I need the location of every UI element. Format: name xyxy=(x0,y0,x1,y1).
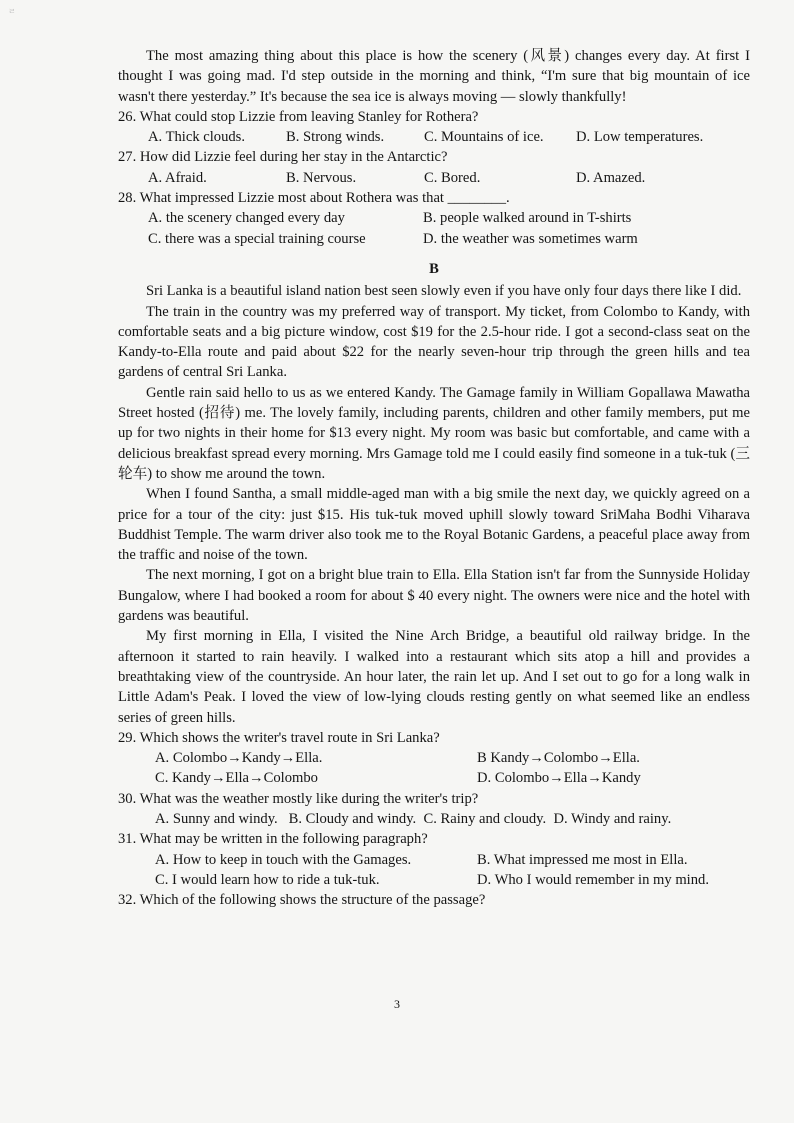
question-29 xyxy=(118,728,750,789)
question-30-options: A. Sunny and windy. B. Cloudy and windy. C. Rainy and cloudy. D. Windy and rainy. xyxy=(155,810,672,827)
question-27 xyxy=(118,147,750,188)
question-27-option-a: A. Afraid. xyxy=(148,169,207,186)
question-30-stem: 30. What was the weather mostly like during the writer's trip? xyxy=(118,790,479,807)
question-28 xyxy=(118,188,750,249)
question-28-stem: 28. What impressed Lizzie most about Rothera was that ________. xyxy=(118,190,510,207)
question-31 xyxy=(118,829,750,890)
question-28-option-c: C. there was a special training course xyxy=(148,230,366,247)
passage-b-paragraph-3: Gentle rain said hello to us as we entered Kandy. The Gamage family in William Gopallawa Mawatha Street hosted (招待) me. The lovely family, including parents, children and other family members, put me up for two nights in their home for $13 every night. My room was basic but comfortable, and came with a delicious breakfast spread every morning. Mrs Gamage told me I could easily find someone in a tuk-tuk (三轮车) to show me around the town. xyxy=(118,384,750,482)
question-26-option-a: A. Thick clouds. xyxy=(148,129,246,146)
corner-mark: ㄹ xyxy=(8,7,16,16)
question-27-option-c: C. Bored. xyxy=(424,169,481,186)
exam-page xyxy=(118,46,750,910)
question-31-stem: 31. What may be written in the following paragraph? xyxy=(118,831,428,848)
question-27-option-d: D. Amazed. xyxy=(576,169,646,186)
question-31-option-a: A. How to keep in touch with the Gamages. xyxy=(155,851,412,868)
passage-a-paragraph: The most amazing thing about this place is how the scenery (风景) changes every day. At first I thought I was going mad. I'd step outside in the morning and think, “I'm sure that big mountain of ice wasn't there yesterday.” It's because the sea ice is always moving — slowly thankfully! xyxy=(118,48,750,105)
passage-b-paragraph-5: The next morning, I got on a bright blue train to Ella. Ella Station isn't far from the Sunnyside Holiday Bungalow, where I had booked a room for about $ 40 every night. The owners were nice and the hotel with gardens was beautiful. xyxy=(118,567,750,625)
question-28-option-b: B. people walked around in T-shirts xyxy=(423,210,632,227)
section-b-heading: B xyxy=(429,260,439,277)
question-29-option-d: D. Colombo→Ella→Kandy xyxy=(477,770,641,787)
question-26-stem: 26. What could stop Lizzie from leaving Stanley for Rothera? xyxy=(118,108,479,125)
question-31-option-d: D. Who I would remember in my mind. xyxy=(477,871,709,888)
passage-b-paragraph-4: When I found Santha, a small middle-aged man with a big smile the next day, we quickly agreed on a price for a tour of the city: just $15. His tuk-tuk moved uphill slowly toward SriMaha Bodhi Viharava Buddhist Temple. The warm driver also took me to the Royal Botanic Gardens, a peaceful place away from the traffic and noise of the town. xyxy=(118,486,750,564)
question-27-stem: 27. How did Lizzie feel during her stay in the Antarctic? xyxy=(118,149,448,166)
passage-b-paragraph-1: Sri Lanka is a beautiful island nation best seen slowly even if you have only four days there like I did. xyxy=(146,283,742,300)
question-32 xyxy=(118,890,750,910)
passage-b-paragraph-6: My first morning in Ella, I visited the Nine Arch Bridge, a beautiful old railway bridge. In the afternoon it started to rain heavily. I walked into a restaurant which sits atop a hill and provides a breathtaking view of the countryside. An hour later, the rain let up. And I set out to go for a long walk in Little Adam's Peak. I loved the view of low-lying clouds resting gently on what seemed like an endless series of green hills. xyxy=(118,628,750,726)
question-29-stem: 29. Which shows the writer's travel route in Sri Lanka? xyxy=(118,729,440,746)
question-26 xyxy=(118,107,750,148)
question-31-option-c: C. I would learn how to ride a tuk-tuk. xyxy=(155,871,380,888)
question-27-option-b: B. Nervous. xyxy=(286,169,357,186)
question-29-option-b: B Kandy→Colombo→Ella. xyxy=(477,750,640,767)
question-28-option-a: A. the scenery changed every day xyxy=(148,210,345,227)
question-29-option-a: A. Colombo→Kandy→Ella. xyxy=(155,750,323,767)
question-26-option-d: D. Low temperatures. xyxy=(576,129,704,146)
question-26-option-c: C. Mountains of ice. xyxy=(424,129,544,146)
question-28-option-d: D. the weather was sometimes warm xyxy=(423,230,638,247)
question-31-option-b: B. What impressed me most in Ella. xyxy=(477,851,688,868)
question-32-stem: 32. Which of the following shows the structure of the passage? xyxy=(118,892,486,909)
question-29-option-c: C. Kandy→Ella→Colombo xyxy=(155,770,318,787)
question-30 xyxy=(118,789,750,830)
question-26-option-b: B. Strong winds. xyxy=(286,129,385,146)
passage-b-paragraph-2: The train in the country was my preferred way of transport. My ticket, from Colombo to Kandy, with comfortable seats and a big picture window, cost $19 for the 2.5-hour ride. I got a second-class seat on the Kandy-to-Ella route and paid about $22 for the nearly seven-hour trip through the green hills and tea gardens of central Sri Lanka. xyxy=(118,303,750,381)
page-number: 3 xyxy=(394,997,400,1011)
